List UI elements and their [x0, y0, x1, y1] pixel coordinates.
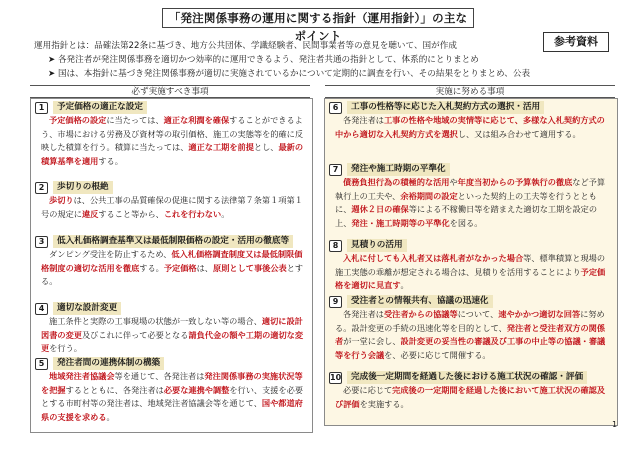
- body-text: とし、: [253, 142, 279, 153]
- highlighted-text: 工事の性格や地域の実情等に応じて、多様な入札契約方式の中から適切な入札契約方式を選択: [335, 115, 605, 139]
- body-text: 等による不稼働日等を踏まえた適切な工期を設定の上、: [335, 204, 598, 228]
- section-number: 8: [329, 240, 342, 252]
- body-text: など予算執行上の工夫や、: [335, 177, 606, 201]
- body-text: を行い、支援を必要とする市町村等の発注者は、地域発注者協議会等を通じて、: [41, 384, 304, 409]
- body-text: が一堂に会し、: [343, 336, 401, 347]
- section-body: [329, 114, 613, 141]
- section-8: [329, 239, 613, 293]
- body-text: 及びこれに伴って必要となる: [81, 329, 189, 340]
- highlighted-text: 地域発注者協議会: [49, 371, 115, 381]
- body-text: すること等から、: [98, 208, 164, 219]
- effort-items-panel: [324, 98, 618, 426]
- column-heading-effort: 実施に努める事項: [325, 85, 615, 98]
- section-heading: [329, 371, 613, 384]
- section-body: [35, 370, 308, 424]
- page-number: 1: [612, 420, 618, 429]
- highlighted-text: 適切に設計図書の変更: [41, 316, 303, 340]
- section-heading: [329, 295, 613, 308]
- highlighted-text: 年度当初からの予算執行の徹底: [457, 177, 573, 187]
- section-9: [329, 295, 613, 362]
- intro-line-1: 運用指針とは：品確法第22条に基づき、地方公共団体、学識経験者、民間事業者等の意見を聴いて、国が作成: [34, 41, 457, 51]
- intro-line-2: [34, 54, 614, 68]
- section-heading: [329, 101, 613, 114]
- body-text: する。: [139, 262, 164, 273]
- highlighted-text: 予定価格の設定: [49, 115, 107, 125]
- section-number: 3: [35, 236, 48, 248]
- intro-block: [34, 40, 614, 81]
- column-heading-mandatory: 必ず実施すべき事項: [30, 85, 310, 98]
- highlighted-text: 適正な利潤を確保: [163, 115, 230, 125]
- body-text: を実施する。: [359, 398, 409, 409]
- body-text: し、又は組み合わせて適用する。: [457, 128, 581, 139]
- highlighted-text: 発注・施工時期等の平準化: [351, 217, 450, 228]
- reference-badge: 参考資料: [543, 32, 609, 52]
- section-title: 受注者との情報共有、協議の迅速化: [347, 295, 493, 308]
- highlighted-text: 予定価格を適切に見直す: [335, 266, 606, 291]
- body-text: に当たっては、: [106, 115, 164, 125]
- body-text: は、公共工事の品質確保の促進に関する法律第７条第１項第１号の規定に: [41, 195, 303, 219]
- section-number: 6: [329, 102, 342, 114]
- section-title: 見積りの活用: [347, 239, 407, 252]
- section-heading: [35, 357, 308, 370]
- body-text: 必要に応じて: [343, 385, 393, 395]
- highlighted-text: 週休２日の確保: [351, 204, 409, 215]
- highlighted-text: 請負代金の額や工期の適切な変更: [41, 329, 304, 354]
- section-number: 4: [35, 303, 48, 315]
- intro-line-3: [34, 68, 614, 82]
- section-body: [35, 194, 308, 221]
- highlighted-text: 設計変更の妥当性の審議及び工事の中止等の協議・審議等を行う会議: [335, 336, 606, 360]
- highlighted-text: 国や都道府県の支援を求める: [41, 398, 303, 422]
- body-text: を図る。: [449, 217, 483, 228]
- highlighted-text: 必要な連携や調整: [163, 384, 230, 395]
- body-text: する。: [98, 155, 123, 166]
- section-body: [329, 176, 613, 230]
- section-5: [35, 357, 308, 424]
- section-number: 10: [330, 372, 342, 382]
- section-heading: [35, 302, 308, 315]
- body-text: を行う。: [49, 343, 82, 354]
- section-1: [35, 101, 308, 168]
- body-text: といった契約上の工夫等を行うとともに、: [335, 190, 597, 215]
- section-title: 低入札価格調査基準又は最低制限価格の設定・活用の徹底等: [53, 235, 293, 248]
- highlighted-text: 余裕期間の設定: [400, 190, 458, 201]
- highlighted-text: 入札に付しても入札者又は落札者がなかった場合: [343, 253, 524, 263]
- highlighted-text: 発注関係事務の実施状況等を把握: [41, 371, 303, 395]
- highlighted-text: これを行わない: [163, 208, 222, 219]
- body-text: 各発注者は: [343, 115, 384, 125]
- highlighted-text: 歩切り: [49, 195, 74, 205]
- section-title: 完成後一定期間を経過した後における施工状況の確認・評価: [347, 371, 587, 384]
- section-body: [35, 315, 308, 356]
- body-text: や: [449, 177, 458, 187]
- section-body: [329, 252, 613, 293]
- section-heading: [35, 235, 308, 248]
- section-title: 適切な設計変更: [53, 302, 121, 315]
- section-3: [35, 235, 308, 289]
- section-title: 工事の性格等に応じた入札契約方式の選択・活用: [347, 101, 544, 114]
- body-text: 等、標準積算と現場の施工実態の乖離が想定される場合は、見積りを活用することにより: [335, 253, 606, 277]
- highlighted-text: 速やかかつ適切な回答: [498, 309, 581, 319]
- section-number: 9: [329, 296, 342, 308]
- section-body: [35, 248, 308, 289]
- section-number: 7: [329, 164, 342, 176]
- body-text: ダンピング受注を防止するため、: [49, 249, 172, 259]
- section-number: 5: [35, 358, 48, 370]
- body-text: とする。: [41, 262, 304, 287]
- body-text: 。: [221, 208, 230, 219]
- intro-line-3-text: 国は、本指針に基づき発注関係事務が適切に実施されているかについて定期的に調査を行い、その結果をとりまとめ、公表: [57, 68, 531, 79]
- arrow-icon: ➤: [48, 54, 56, 65]
- section-title: 発注や施工時期の平準化: [347, 163, 450, 176]
- section-6: [329, 101, 613, 141]
- section-title: 発注者間の連携体制の構築: [53, 357, 164, 370]
- section-body: [329, 384, 613, 411]
- highlighted-text: 違反: [81, 208, 99, 219]
- mandatory-items-panel: [30, 98, 313, 433]
- page-title: 「発注関係事務の運用に関する指針（運用指針）」の主なポイント: [162, 8, 474, 28]
- body-text: 施工条件と実際の工事現場の状態が一致しない等の場合、: [49, 316, 262, 326]
- body-text: は、: [196, 262, 213, 273]
- highlighted-text: 債務負担行為の積極的な活用: [343, 177, 450, 187]
- section-body: [35, 114, 308, 168]
- section-heading: [329, 163, 613, 176]
- body-text: することができるよう、市場における労務及び資材等の取引価格、施工の実態等を的確に反映した積算を行う。積算に当たっては、: [41, 115, 304, 153]
- section-7: [329, 163, 613, 230]
- section-body: [329, 308, 613, 362]
- section-number: 2: [35, 182, 48, 194]
- body-text: に努める。設計変更の手続の迅速化等を目的として、: [335, 309, 605, 333]
- body-text: するとともに、各発注者は: [65, 384, 164, 395]
- highlighted-text: 発注者と受注者双方の関係者: [335, 322, 606, 347]
- highlighted-text: 予定価格: [163, 262, 197, 273]
- intro-line-2-text: 各発注者が発注関係事務を適切かつ効率的に運用できるよう、発注者共通の指針として、体系的にとりまとめ: [57, 54, 479, 65]
- section-4: [35, 302, 308, 356]
- section-number: 1: [35, 102, 48, 114]
- highlighted-text: 適正な工期を前提: [188, 142, 254, 153]
- section-title: 予定価格の適正な設定: [53, 101, 147, 114]
- body-text: を、必要に応じて開催する。: [384, 349, 491, 360]
- body-text: について、: [457, 309, 499, 319]
- body-text: 等を通じて、各発注者は: [114, 371, 205, 381]
- highlighted-text: 低入札価格調査制度又は最低制限価格制度の適切な活用を徹底: [41, 249, 303, 273]
- arrow-icon: ➤: [48, 68, 56, 79]
- section-heading: [35, 101, 308, 114]
- body-text: 。: [400, 280, 409, 291]
- body-text: 各発注者は: [343, 309, 384, 319]
- highlighted-text: 原則として事後公表: [213, 262, 287, 273]
- section-10: [329, 371, 613, 411]
- section-heading: [329, 239, 613, 252]
- highlighted-text: 受注者からの協議等: [383, 309, 458, 319]
- section-title: 歩切りの根絶: [53, 181, 113, 194]
- highlighted-text: 最新の積算基準を適用: [41, 142, 304, 166]
- section-heading: [35, 181, 308, 194]
- body-text: 。: [106, 411, 115, 422]
- section-2: [35, 181, 308, 221]
- highlighted-text: 完成後の一定期間を経過した後において施工状況の確認及び評価: [335, 385, 606, 409]
